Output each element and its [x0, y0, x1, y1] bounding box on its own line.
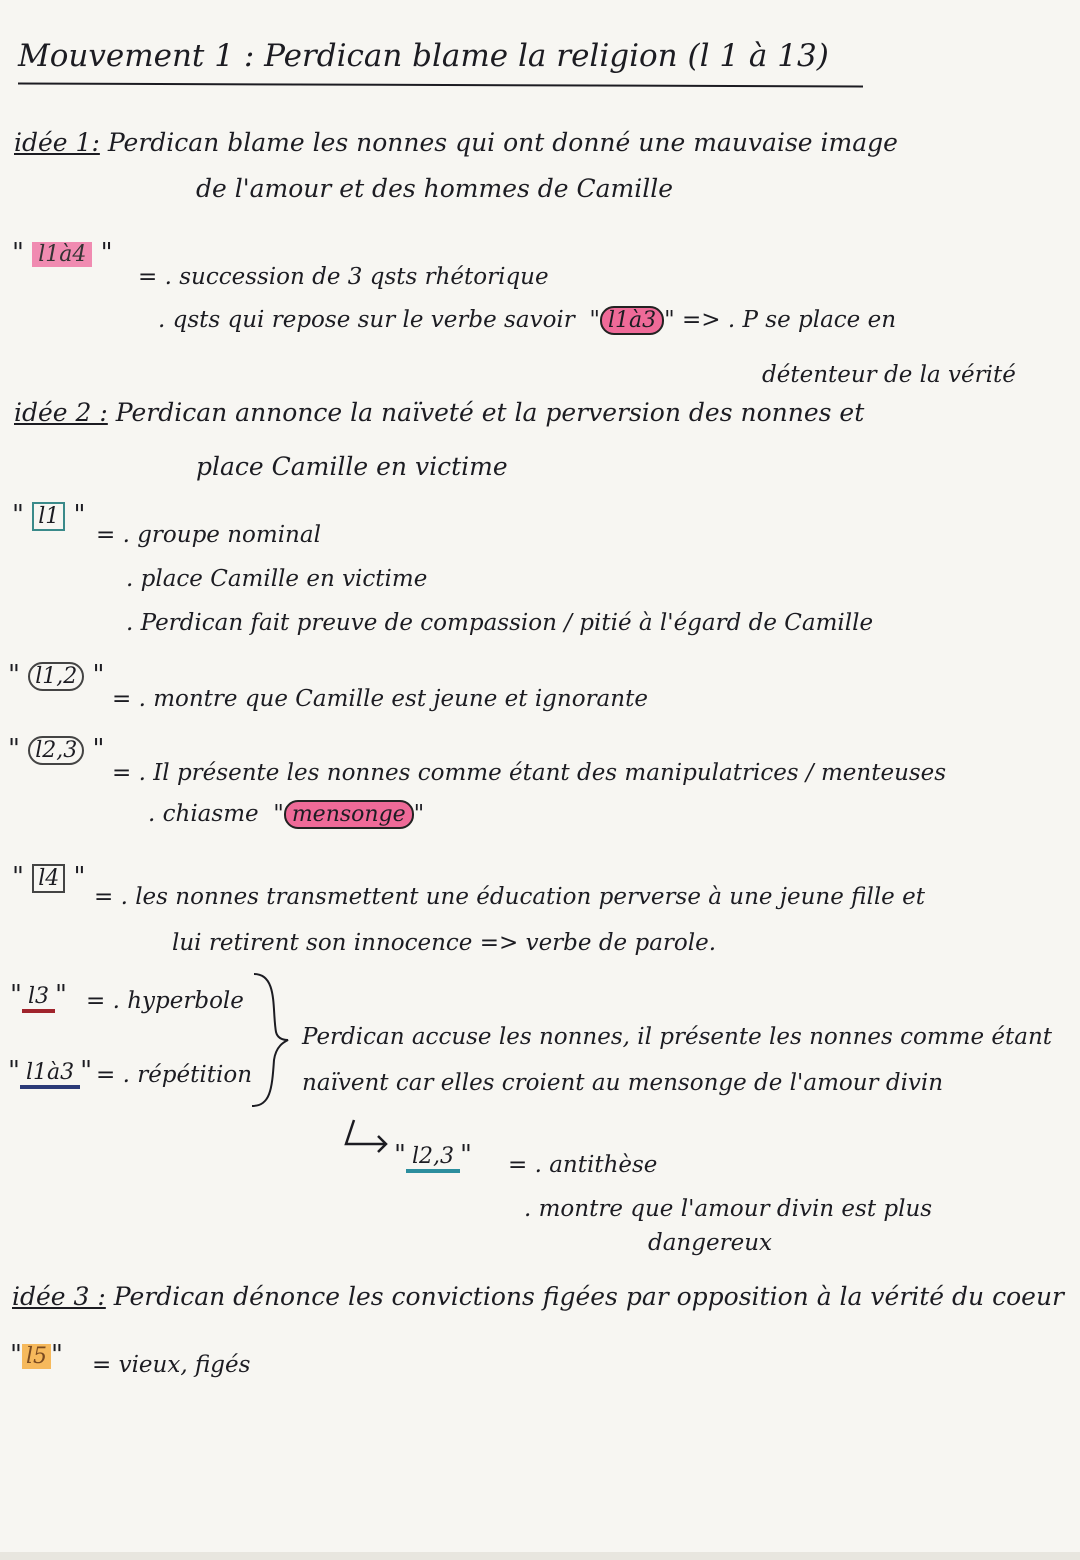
- arrow-icon: [340, 1118, 390, 1158]
- idea-1-line-2: de l'amour et des hommes de Camille: [196, 174, 674, 203]
- ref-l1a4-tag: l1à4: [32, 242, 92, 267]
- ref-l1a4: " l1à4 ": [12, 238, 113, 268]
- accuse-note-line-1: Perdican accuse les nonnes, il présente les nonnes comme étant: [302, 1024, 1052, 1050]
- ref-l1a3-tag: l1à3: [600, 306, 664, 335]
- title-underline: [18, 83, 863, 88]
- idea-1-label: idée 1:: [14, 128, 100, 157]
- idea-1-text: Perdican blame les nonnes qui ont donné une mauvaise image: [107, 128, 898, 157]
- ref-l23-tag: l2,3: [28, 736, 84, 765]
- ref-l1a4-arrow-note: => . P se place en: [682, 307, 897, 333]
- curly-brace: [250, 970, 290, 1110]
- idea-2-label: idée 2 :: [14, 398, 108, 427]
- ref-l23-item-2: . chiasme " mensonge ": [148, 801, 425, 827]
- ref-l23-item-2-text: . chiasme: [148, 801, 259, 827]
- idea-2-line-1: [14, 398, 864, 427]
- ref-l4-tag: l4: [32, 864, 65, 893]
- ref-l4-item-2: lui retirent son innocence => verbe de parole.: [172, 930, 717, 956]
- ref-l1a4-arrow-note-2: détenteur de la vérité: [762, 362, 1016, 388]
- ref-l5-item: = vieux, figés: [92, 1352, 251, 1378]
- ref-l23-item-1: = . Il présente les nonnes comme étant des manipulatrices / menteuses: [112, 760, 947, 786]
- idea-2-line-2: place Camille en victime: [196, 452, 508, 481]
- ref-l3-tag: l3: [22, 984, 55, 1013]
- ref-l1a3-rep: " l1à3 ": [8, 1056, 92, 1089]
- page-title: Mouvement 1 : Perdican blame la religion (l 1 à 13): [18, 38, 829, 74]
- idea-3-line-1: [12, 1282, 1064, 1311]
- accuse-note-line-2: naïvent car elles croient au mensonge de l'amour divin: [302, 1070, 944, 1096]
- ref-l23b-tag: l2,3: [406, 1144, 460, 1173]
- idea-1-line-1: [14, 128, 898, 157]
- ref-l1a4-item-2-text: . qsts qui repose sur le verbe savoir: [158, 307, 575, 333]
- idea-3-label: idée 3 :: [12, 1282, 106, 1311]
- ref-l23b-item-1: = . antithèse: [508, 1152, 658, 1178]
- ref-l5-tag: l5: [22, 1344, 51, 1369]
- idea-2-text: Perdican annonce la naïveté et la perversion des nonnes et: [115, 398, 865, 427]
- ref-l23: " l2,3 ": [8, 734, 105, 764]
- ref-l4: " l4 ": [12, 862, 86, 892]
- ref-l1a4-item-2: . qsts qui repose sur le verbe savoir " l1à3 " => . P se place en: [158, 307, 897, 333]
- ref-l1-item-1: = . groupe nominal: [96, 522, 321, 548]
- ref-l23b-item-3: dangereux: [648, 1230, 772, 1256]
- ref-l23b: " l2,3 ": [394, 1140, 472, 1173]
- ref-l1-tag: l1: [32, 502, 65, 531]
- ref-l1a3-rep-item: = . répétition: [96, 1062, 253, 1088]
- ref-l1: " l1 ": [12, 500, 86, 530]
- ref-l1-item-3: . Perdican fait preuve de compassion / pitié à l'égard de Camille: [126, 610, 874, 636]
- ref-l12-item-1: = . montre que Camille est jeune et ignorante: [112, 686, 648, 712]
- ref-l3-item: = . hyperbole: [86, 988, 244, 1014]
- ref-l5: " l5 ": [10, 1340, 63, 1370]
- page-bottom-edge: [0, 1552, 1080, 1560]
- ref-l12-tag: l1,2: [28, 662, 84, 691]
- ref-l23b-item-2: . montre que l'amour divin est plus: [524, 1196, 933, 1222]
- ref-l4-item-1: = . les nonnes transmettent une éducation perverse à une jeune fille et: [94, 884, 925, 910]
- ref-l12: " l1,2 ": [8, 660, 105, 690]
- ref-l1a3-rep-tag: l1à3: [20, 1060, 80, 1089]
- ref-l1a4-item-1: = . succession de 3 qsts rhétorique: [138, 264, 549, 290]
- idea-3-text: Perdican dénonce les convictions figées par opposition à la vérité du coeur: [113, 1282, 1064, 1311]
- ref-mensonge-tag: mensonge: [284, 800, 414, 829]
- ref-l3: " l3 ": [10, 980, 67, 1013]
- ref-l1-item-2: . place Camille en victime: [126, 566, 428, 592]
